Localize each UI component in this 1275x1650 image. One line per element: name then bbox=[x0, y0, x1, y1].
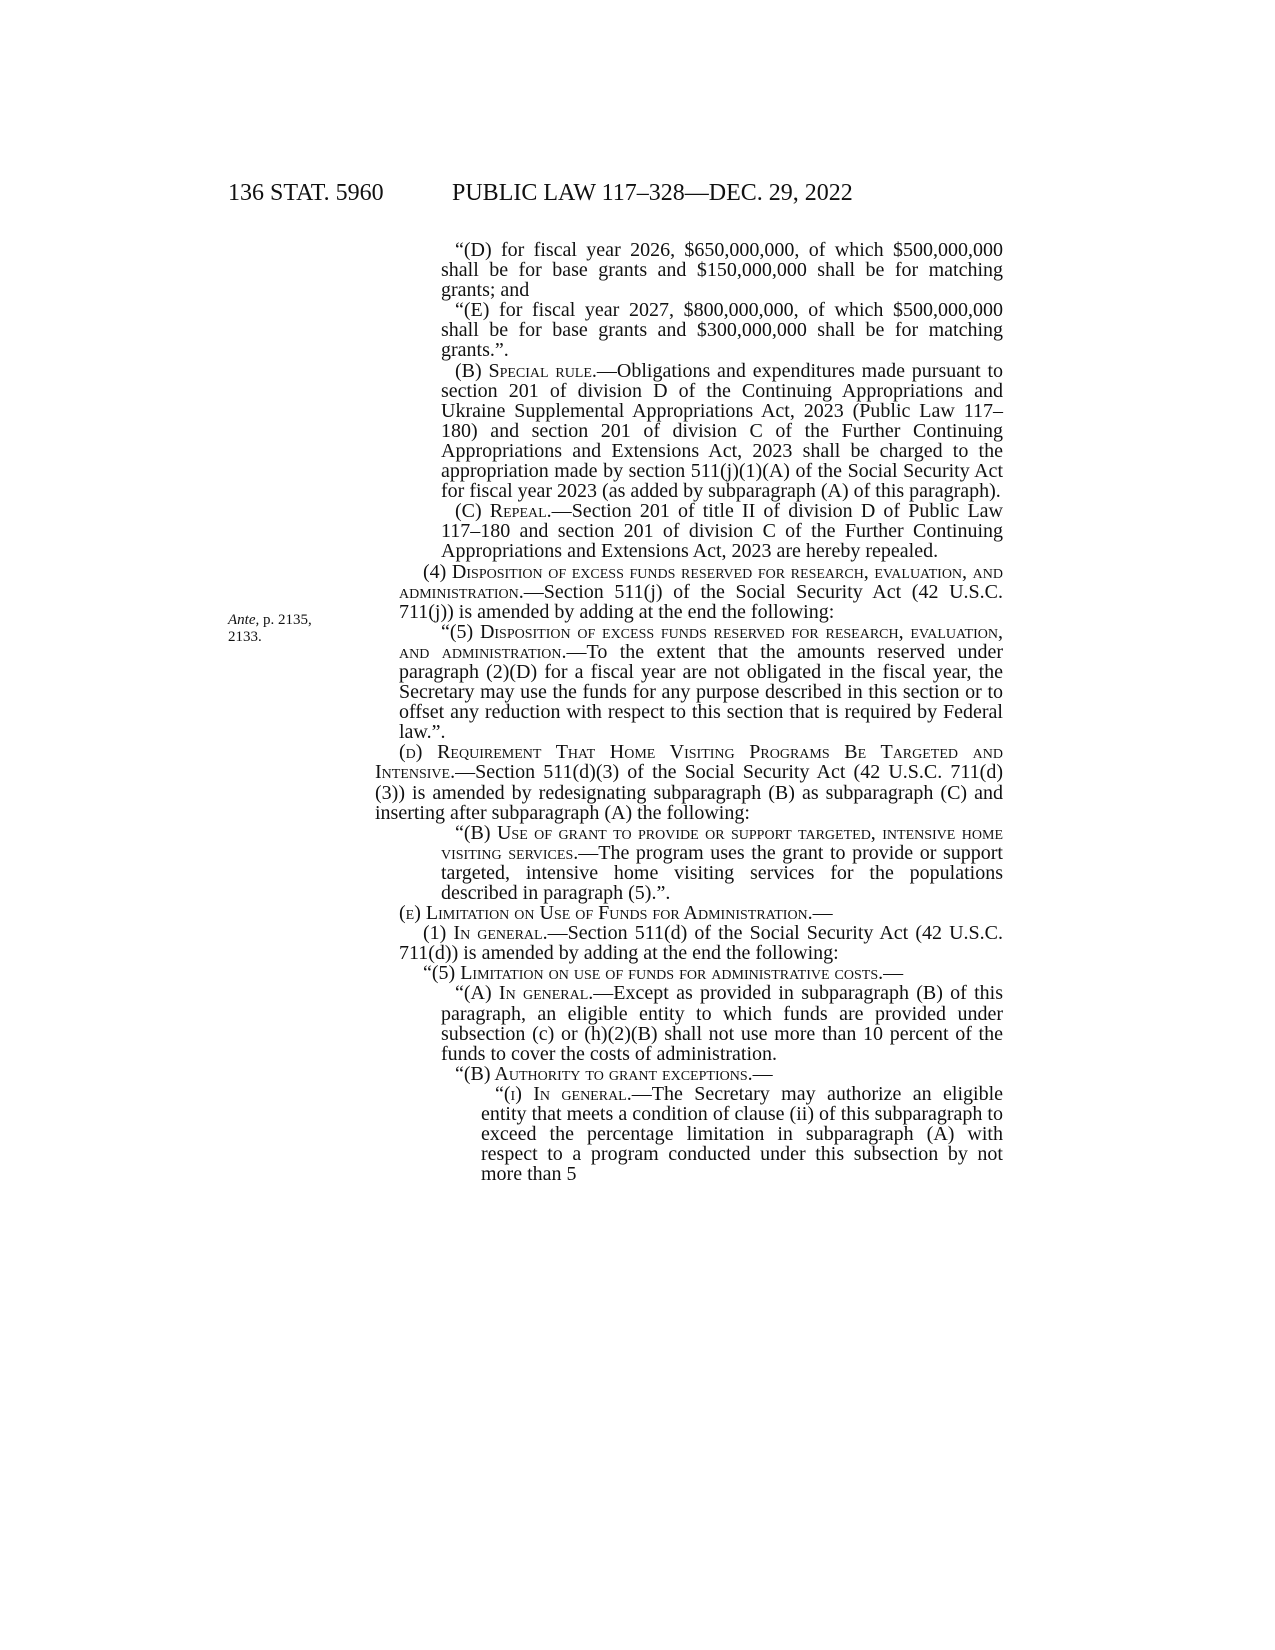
paragraph-repeal bbox=[375, 501, 1003, 561]
quoted-disposition-heading: “(5) Disposition of excess funds reserved for research, evaluation, and administration.— bbox=[399, 620, 1003, 663]
paragraph-in-general bbox=[375, 923, 1003, 963]
paragraph-e: “(E) for fiscal year 2027, $800,000,000, of which $500,000,000 shall be for base grants and $300,000,000 shall be for matching grants.”. bbox=[441, 299, 1003, 362]
requirement-heading: (d) Requirement That Home Visiting Programs Be Targeted and Intensive.— bbox=[375, 741, 1003, 784]
paragraph-disposition bbox=[375, 562, 1003, 622]
in-general-text: Section 511(d) of the Social Security Act (42 U.S.C. 711(d)) is amended by adding at the end the following: bbox=[399, 922, 1003, 965]
margin-note bbox=[228, 612, 348, 646]
paragraph-i-in-general bbox=[375, 1084, 1003, 1184]
in-general-heading: (1) In general.— bbox=[423, 922, 568, 945]
paragraph-authority: “(B) Authority to grant exceptions.— bbox=[455, 1062, 773, 1085]
paragraph-limitation-admin: “(5) Limitation on use of funds for administrative costs.— bbox=[423, 962, 904, 985]
i-in-general-heading: “(i) In general.— bbox=[495, 1082, 652, 1105]
paragraph-special-rule bbox=[375, 361, 1003, 502]
repeal-heading: (C) Repeal.— bbox=[455, 500, 572, 523]
paragraph-limitation-heading: (e) Limitation on Use of Funds for Administration.— bbox=[399, 902, 833, 925]
use-of-grant-heading: “(B) Use of grant to provide or support targeted, intensive home visiting services.— bbox=[441, 821, 1003, 864]
a-in-general-text: Except as provided in subparagraph (B) of this paragraph, an eligible entity to which funds are provided under subsection (c) or (h)(2)(B) shall not use more than 10 percent of the funds to cover the costs of administration. bbox=[441, 982, 1003, 1065]
document-body bbox=[375, 240, 1003, 1184]
paragraph-requirement bbox=[375, 742, 1003, 822]
stat-reference: 136 STAT. 5960 bbox=[228, 180, 384, 206]
repeal-text: Section 201 of title II of division D of Public Law 117–180 and section 201 of division C of the Further Continuing Appropriations and Extensions Act, 2023 are hereby repealed. bbox=[441, 500, 1003, 563]
paragraph-quoted-disposition bbox=[375, 622, 1003, 743]
a-in-general-heading: “(A) In general.— bbox=[455, 982, 614, 1005]
page-header bbox=[0, 180, 1275, 220]
use-of-grant-text: The program uses the grant to provide or support targeted, intensive home visiting services for the populations described in paragraph (5).”. bbox=[441, 841, 1003, 904]
i-in-general-text: The Secretary may authorize an eligible entity that meets a condition of clause (ii) of this subparagraph to exceed the percentage limitation in subparagraph (A) with respect to a program conducted under this subsection by not more than 5 bbox=[481, 1082, 1003, 1186]
disposition-heading: (4) Disposition of excess funds reserved for research, evaluation, and administration.— bbox=[399, 560, 1003, 603]
margin-note-line2: 2133. bbox=[228, 629, 262, 645]
requirement-text: Section 511(d)(3) of the Social Security Act (42 U.S.C. 711(d)(3)) is amended by redesignating subparagraph (B) as subparagraph (C) and inserting after subparagraph (A) the following: bbox=[375, 761, 1003, 824]
special-rule-text: Obligations and expenditures made pursuant to section 201 of division D of the Continuing Appropriations and Ukraine Supplemental Appropriations Act, 2023 (Public Law 117–180) and section 201 of division C of the Further Continuing Appropriations and Extensions Act, 2023 shall be charged to the appropriation made by section 511(j)(1)(A) of the Social Security Act for fiscal year 2023 (as added by subparagraph (A) of this paragraph). bbox=[441, 359, 1004, 503]
special-rule-heading: (B) Special rule.— bbox=[455, 359, 617, 382]
page-title: PUBLIC LAW 117–328—DEC. 29, 2022 bbox=[452, 180, 853, 206]
margin-note-ante: Ante, bbox=[228, 612, 260, 628]
quoted-disposition-text: To the extent that the amounts reserved under paragraph (2)(D) for a fiscal year are not obligated in the fiscal year, the Secretary may use the funds for any purpose described in this section or to offset any reduction with respect to this section that is required by Federal law.”. bbox=[399, 640, 1003, 744]
paragraph-d: “(D) for fiscal year 2026, $650,000,000, of which $500,000,000 shall be for base grants and $150,000,000 shall be for matching grants; and bbox=[441, 239, 1003, 302]
paragraph-a-in-general bbox=[375, 983, 1003, 1063]
margin-note-page: p. 2135, bbox=[259, 612, 312, 628]
disposition-text: Section 511(j) of the Social Security Act (42 U.S.C. 711(j)) is amended by adding at the end the following: bbox=[399, 580, 1003, 623]
paragraph-use-of-grant bbox=[375, 823, 1003, 903]
